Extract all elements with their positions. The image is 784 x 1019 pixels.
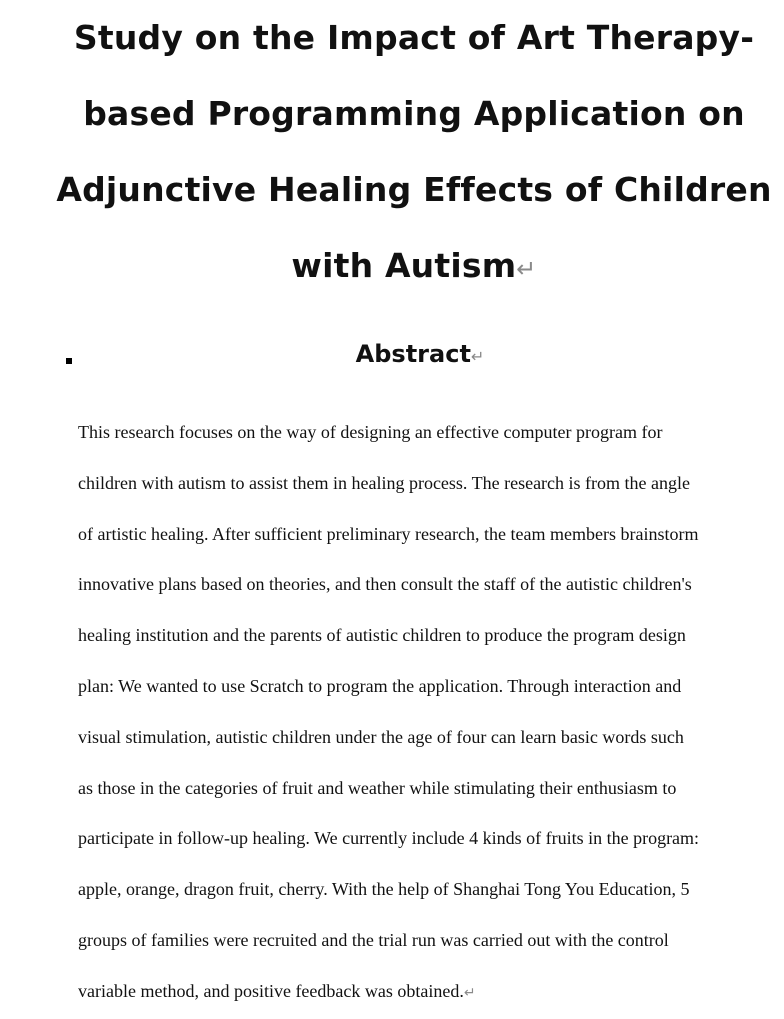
abstract-line: plan: We wanted to use Scratch to program the application. Through interaction and (78, 675, 682, 696)
abstract-line: visual stimulation, autistic children under the age of four can learn basic words such (78, 726, 684, 747)
title-line-3: Adjunctive Healing Effects of Children (56, 170, 772, 209)
abstract-line: This research focuses on the way of designing an effective computer program for (78, 422, 663, 442)
abstract-line: healing institution and the parents of autistic children to produce the program design (78, 625, 686, 646)
abstract-line-last-text: variable method, and positive feedback was obtained. (78, 980, 464, 1001)
abstract-line: participate in follow-up healing. We currently include 4 kinds of fruits in the program: (78, 828, 700, 849)
title-line-1: Study on the Impact of Art Therapy- (73, 18, 755, 57)
abstract-line: children with autism to assist them in healing process. The research is from the angle (78, 472, 691, 493)
abstract-line-last (78, 966, 778, 1019)
paragraph-mark-icon: ↵ (463, 984, 476, 1001)
abstract-heading (56, 334, 784, 377)
abstract-heading-text: Abstract (355, 340, 471, 368)
title-line-4-text: with Autism (291, 246, 517, 285)
title-line-4 (40, 228, 784, 307)
abstract-line: as those in the categories of fruit and weather while stimulating their enthusiasm to (78, 777, 677, 798)
abstract-body (78, 407, 778, 1019)
paragraph-mark-icon: ↵ (470, 347, 485, 366)
paragraph-mark-icon: ↵ (516, 255, 537, 283)
abstract-line: groups of families were recruited and the trial run was carried out with the control (78, 929, 669, 950)
abstract-line: innovative plans based on theories, and then consult the staff of the autistic children's (78, 574, 692, 595)
abstract-line: of artistic healing. After sufficient preliminary research, the team members brainstorm (78, 523, 699, 544)
document-title (40, 0, 784, 307)
title-line-2: based Programming Application on (83, 94, 745, 133)
abstract-line: apple, orange, dragon fruit, cherry. With the help of Shanghai Tong You Education, 5 (78, 879, 690, 900)
